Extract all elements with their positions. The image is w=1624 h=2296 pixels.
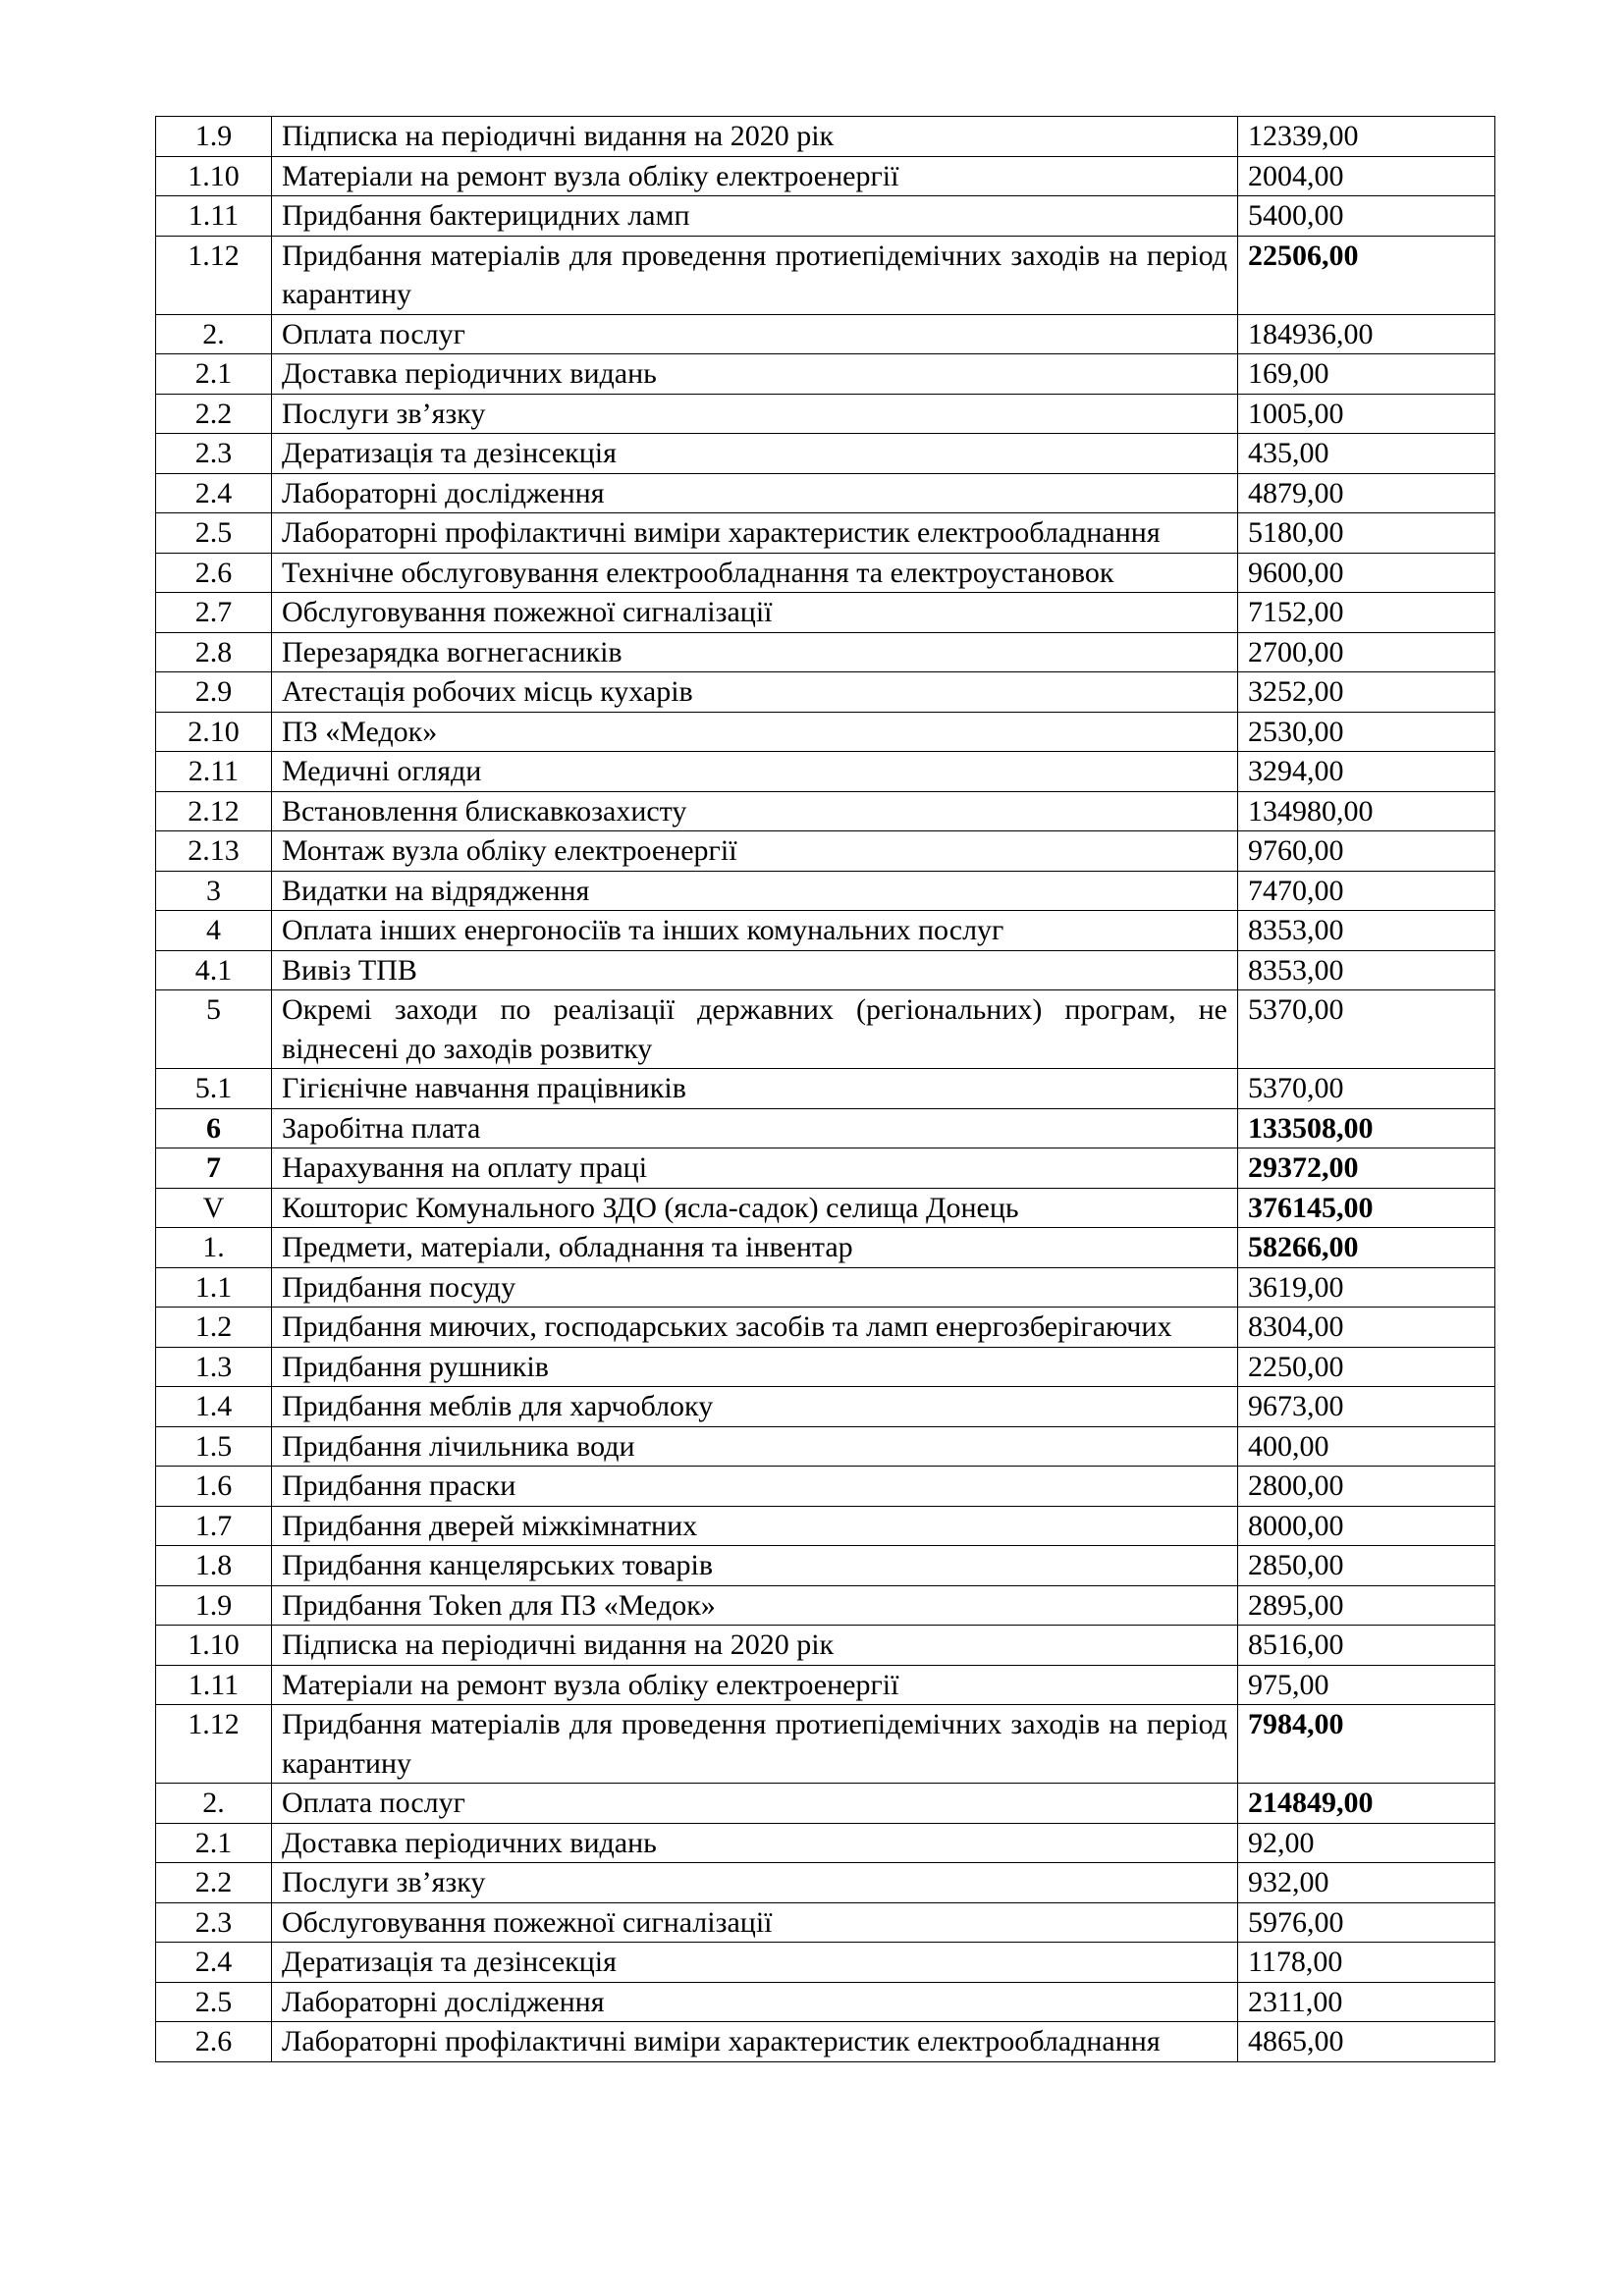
row-number: 1.4 [156,1387,272,1427]
budget-table [155,116,1495,2062]
row-description: Оплата послуг [272,1784,1238,1824]
table-row [156,117,1495,157]
row-number: 2.7 [156,593,272,633]
row-description: Придбання бактерицидних ламп [272,196,1238,237]
row-amount: 2530,00 [1238,712,1495,752]
row-description: Лабораторні профілактичні виміри характеристик електрообладнання [272,2022,1238,2062]
row-amount: 8000,00 [1238,1506,1495,1546]
row-amount: 4879,00 [1238,473,1495,513]
table-row [156,236,1495,314]
row-amount: 7984,00 [1238,1705,1495,1784]
row-amount: 2800,00 [1238,1467,1495,1507]
row-description: Придбання Token для ПЗ «Медок» [272,1585,1238,1626]
row-amount: 134980,00 [1238,791,1495,831]
row-description: Підписка на періодичні видання на 2020 рік [272,1626,1238,1666]
row-description: Придбання посуду [272,1267,1238,1308]
table-row [156,2022,1495,2062]
row-description: Лабораторні дослідження [272,473,1238,513]
row-amount: 400,00 [1238,1426,1495,1467]
row-description: Окремі заходи по реалізації державних (регіональних) програм, не віднесені до заходів розвитку [272,990,1238,1069]
row-description: Технічне обслуговування електрообладнання та електроустановок [272,553,1238,593]
row-number: 4 [156,911,272,951]
table-row [156,1188,1495,1228]
row-amount: 2850,00 [1238,1546,1495,1586]
table-row [156,632,1495,672]
row-description: Придбання матеріалів для проведення протиепідемічних заходів на період карантину [272,1705,1238,1784]
row-number: 2.4 [156,1943,272,1983]
row-number: V [156,1188,272,1228]
table-row [156,1784,1495,1824]
table-row [156,473,1495,513]
table-row [156,553,1495,593]
table-row [156,1228,1495,1268]
row-number: 2.10 [156,712,272,752]
row-number: 2.6 [156,553,272,593]
row-number: 2.4 [156,473,272,513]
row-amount: 5370,00 [1238,990,1495,1069]
row-amount: 12339,00 [1238,117,1495,157]
row-amount: 3294,00 [1238,752,1495,792]
row-description: Заробітна плата [272,1108,1238,1148]
row-amount: 2311,00 [1238,1982,1495,2022]
row-amount: 7152,00 [1238,593,1495,633]
row-amount: 4865,00 [1238,2022,1495,2062]
table-row [156,871,1495,911]
row-description: Перезарядка вогнегасників [272,632,1238,672]
row-number: 2.3 [156,434,272,474]
row-description: Медичні огляди [272,752,1238,792]
row-amount: 5370,00 [1238,1069,1495,1109]
row-amount: 8516,00 [1238,1626,1495,1666]
row-amount: 5400,00 [1238,196,1495,237]
row-number: 1.11 [156,1665,272,1705]
row-number: 1.12 [156,236,272,314]
row-number: 2.12 [156,791,272,831]
row-number: 1.9 [156,117,272,157]
row-amount: 9673,00 [1238,1387,1495,1427]
row-description: Нарахування на оплату праці [272,1148,1238,1189]
table-row [156,1902,1495,1943]
row-amount: 1005,00 [1238,394,1495,434]
row-number: 1.10 [156,156,272,196]
row-description: Оплата послуг [272,314,1238,354]
row-number: 1.11 [156,196,272,237]
row-description: Придбання миючих, господарських засобів та ламп енергозберігаючих [272,1308,1238,1348]
row-description: Обслуговування пожежної сигналізації [272,1902,1238,1943]
row-number: 1.1 [156,1267,272,1308]
row-description: Вивіз ТПВ [272,950,1238,990]
row-description: Послуги зв’язку [272,1863,1238,1903]
row-description: Придбання праски [272,1467,1238,1507]
table-row [156,1108,1495,1148]
row-number: 1.12 [156,1705,272,1784]
table-row [156,1546,1495,1586]
row-number: 3 [156,871,272,911]
row-number: 6 [156,1108,272,1148]
row-description: Придбання меблів для харчоблоку [272,1387,1238,1427]
row-amount: 2004,00 [1238,156,1495,196]
table-row [156,314,1495,354]
row-number: 2. [156,1784,272,1824]
budget-table-body [156,117,1495,2062]
row-number: 5.1 [156,1069,272,1109]
row-description: Видатки на відрядження [272,871,1238,911]
table-row [156,156,1495,196]
row-amount: 92,00 [1238,1823,1495,1863]
row-number: 4.1 [156,950,272,990]
row-description: Придбання матеріалів для проведення протиепідемічних заходів на період карантину [272,236,1238,314]
row-description: Встановлення блискавкозахисту [272,791,1238,831]
table-row [156,434,1495,474]
row-description: Обслуговування пожежної сигналізації [272,593,1238,633]
table-row [156,1267,1495,1308]
table-row [156,1665,1495,1705]
row-number: 2.5 [156,513,272,554]
table-row [156,911,1495,951]
row-number: 2.1 [156,1823,272,1863]
table-row [156,1982,1495,2022]
row-number: 1.3 [156,1347,272,1387]
row-amount: 2250,00 [1238,1347,1495,1387]
table-row [156,1585,1495,1626]
row-description: Лабораторні профілактичні виміри характеристик електрообладнання [272,513,1238,554]
row-number: 2.11 [156,752,272,792]
row-number: 2.3 [156,1902,272,1943]
row-number: 1. [156,1228,272,1268]
row-description: Придбання канцелярських товарів [272,1546,1238,1586]
row-amount: 7470,00 [1238,871,1495,911]
table-row [156,950,1495,990]
table-row [156,1426,1495,1467]
row-description: Матеріали на ремонт вузла обліку електроенергії [272,1665,1238,1705]
row-description: ПЗ «Медок» [272,712,1238,752]
table-row [156,1148,1495,1189]
row-amount: 2895,00 [1238,1585,1495,1626]
row-amount: 58266,00 [1238,1228,1495,1268]
table-row [156,1347,1495,1387]
row-amount: 5976,00 [1238,1902,1495,1943]
row-description: Придбання дверей міжкімнатних [272,1506,1238,1546]
row-description: Доставка періодичних видань [272,1823,1238,1863]
row-description: Оплата інших енергоносіїв та інших комунальних послуг [272,911,1238,951]
row-amount: 932,00 [1238,1863,1495,1903]
table-row [156,1506,1495,1546]
table-row [156,394,1495,434]
row-amount: 435,00 [1238,434,1495,474]
row-description: Підписка на періодичні видання на 2020 рік [272,117,1238,157]
row-number: 1.5 [156,1426,272,1467]
row-number: 1.2 [156,1308,272,1348]
table-row [156,1467,1495,1507]
row-description: Послуги зв’язку [272,394,1238,434]
table-row [156,791,1495,831]
row-description: Дератизація та дезінсекція [272,1943,1238,1983]
row-amount: 8353,00 [1238,950,1495,990]
row-number: 1.8 [156,1546,272,1586]
table-row [156,196,1495,237]
row-description: Кошторис Комунального ЗДО (ясла-садок) селища Донець [272,1188,1238,1228]
table-row [156,990,1495,1069]
row-amount: 22506,00 [1238,236,1495,314]
row-amount: 29372,00 [1238,1148,1495,1189]
row-description: Гігієнічне навчання працівників [272,1069,1238,1109]
row-amount: 1178,00 [1238,1943,1495,1983]
row-number: 1.6 [156,1467,272,1507]
row-number: 2.2 [156,1863,272,1903]
table-row [156,513,1495,554]
row-number: 2. [156,314,272,354]
table-row [156,712,1495,752]
row-amount: 133508,00 [1238,1108,1495,1148]
table-row [156,1823,1495,1863]
row-description: Придбання лічильника води [272,1426,1238,1467]
row-amount: 169,00 [1238,354,1495,395]
row-number: 1.9 [156,1585,272,1626]
row-number: 2.2 [156,394,272,434]
row-description: Дератизація та дезінсекція [272,434,1238,474]
table-row [156,1069,1495,1109]
table-row [156,1626,1495,1666]
row-number: 2.1 [156,354,272,395]
row-number: 5 [156,990,272,1069]
row-description: Матеріали на ремонт вузла обліку електроенергії [272,156,1238,196]
row-amount: 5180,00 [1238,513,1495,554]
row-amount: 3619,00 [1238,1267,1495,1308]
table-row [156,1943,1495,1983]
row-description: Атестація робочих місць кухарів [272,672,1238,713]
table-row [156,1308,1495,1348]
table-row [156,593,1495,633]
table-row [156,831,1495,872]
row-number: 2.9 [156,672,272,713]
row-number: 2.8 [156,632,272,672]
row-amount: 2700,00 [1238,632,1495,672]
row-amount: 975,00 [1238,1665,1495,1705]
row-description: Предмети, матеріали, обладнання та інвентар [272,1228,1238,1268]
table-row [156,354,1495,395]
row-number: 7 [156,1148,272,1189]
table-row [156,752,1495,792]
row-description: Придбання рушників [272,1347,1238,1387]
row-amount: 184936,00 [1238,314,1495,354]
row-amount: 9760,00 [1238,831,1495,872]
row-number: 2.5 [156,1982,272,2022]
row-description: Монтаж вузла обліку електроенергії [272,831,1238,872]
row-amount: 376145,00 [1238,1188,1495,1228]
table-row [156,1863,1495,1903]
table-row [156,1387,1495,1427]
row-description: Доставка періодичних видань [272,354,1238,395]
row-amount: 8353,00 [1238,911,1495,951]
row-amount: 9600,00 [1238,553,1495,593]
row-amount: 8304,00 [1238,1308,1495,1348]
row-number: 2.6 [156,2022,272,2062]
row-number: 1.7 [156,1506,272,1546]
row-amount: 3252,00 [1238,672,1495,713]
row-number: 2.13 [156,831,272,872]
table-row [156,1705,1495,1784]
row-amount: 214849,00 [1238,1784,1495,1824]
row-description: Лабораторні дослідження [272,1982,1238,2022]
table-row [156,672,1495,713]
row-number: 1.10 [156,1626,272,1666]
